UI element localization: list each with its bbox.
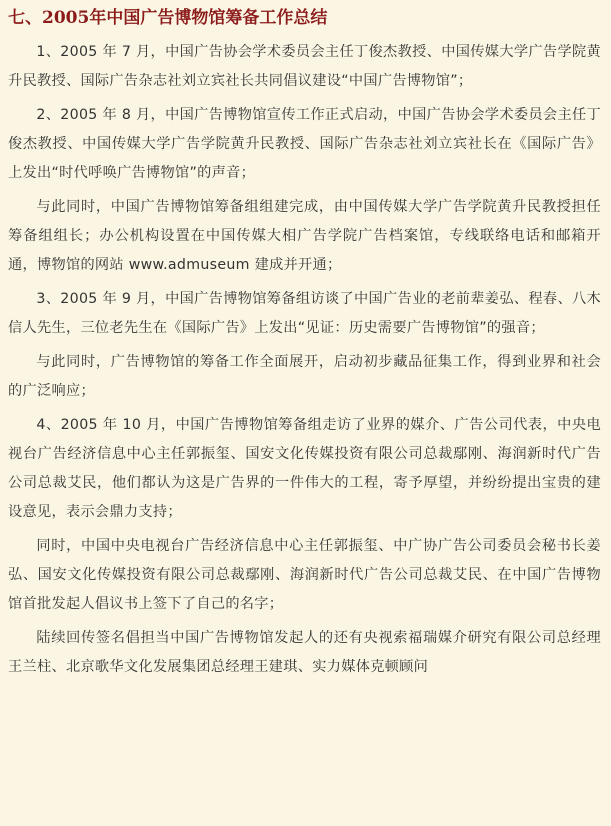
paragraph-3: 与此同时，中国广告博物馆筹备组组建完成，由中国传媒大学广告学院黄升民教授担任筹备组组长；办公机构设置在中国传媒大相广告学院广告档案馆，专线联络电话和邮箱开通，博物馆的网站 www.admuseum 建成并开通； <box>8 199 601 273</box>
paragraph-5: 与此同时，广告博物馆的筹备工作全面展开，启动初步藏品征集工作，得到业界和社会的广泛响应； <box>8 354 601 399</box>
paragraph-1: 1、2005 年 7 月，中国广告协会学术委员会主任丁俊杰教授、中国传媒大学广告学院黄升民教授、国际广告杂志社刘立宾社长共同倡议建设“中国广告博物馆”； <box>8 44 601 89</box>
paragraph-6: 4、2005 年 10 月，中国广告博物馆筹备组走访了业界的媒介、广告公司代表，中央电视台广告经济信息中心主任郭振玺、国安文化传媒投资有限公司总裁鄢刚、海润新时代广告公司总裁艾民，他们都认为这是广告界的一件伟大的工程，寄予厚望，并纷纷提出宝贵的建设意见，表示会鼎力支持； <box>8 417 601 520</box>
paragraph-4: 3、2005 年 9 月，中国广告博物馆筹备组访谈了中国广告业的老前辈姜弘、程春、八木信人先生，三位老先生在《国际广告》上发出“见证：历史需要广告博物馆”的强音； <box>8 291 601 336</box>
paragraph-7: 同时，中国中央电视台广告经济信息中心主任郭振玺、中广协广告公司委员会秘书长姜弘、国安文化传媒投资有限公司总裁鄢刚、海润新时代广告公司总裁艾民、在中国广告博物馆首批发起人倡议书上签下了自己的名字； <box>8 538 601 612</box>
section-title: 七、2005年中国广告博物馆筹备工作总结 <box>8 8 328 28</box>
paragraph-8: 陆续回传签名倡担当中国广告博物馆发起人的还有央视索福瑞媒介研究有限公司总经理王兰柱、北京歌华文化发展集团总经理王建琪、实力媒体克顿顾问 <box>8 630 601 675</box>
paragraph-2: 2、2005 年 8 月，中国广告博物馆宣传工作正式启动，中国广告协会学术委员会主任丁俊杰教授、中国传媒大学广告学院黄升民教授、国际广告杂志社刘立宾社长在《国际广告》上发出“时代呼唤广告博物馆”的声音； <box>8 107 601 181</box>
